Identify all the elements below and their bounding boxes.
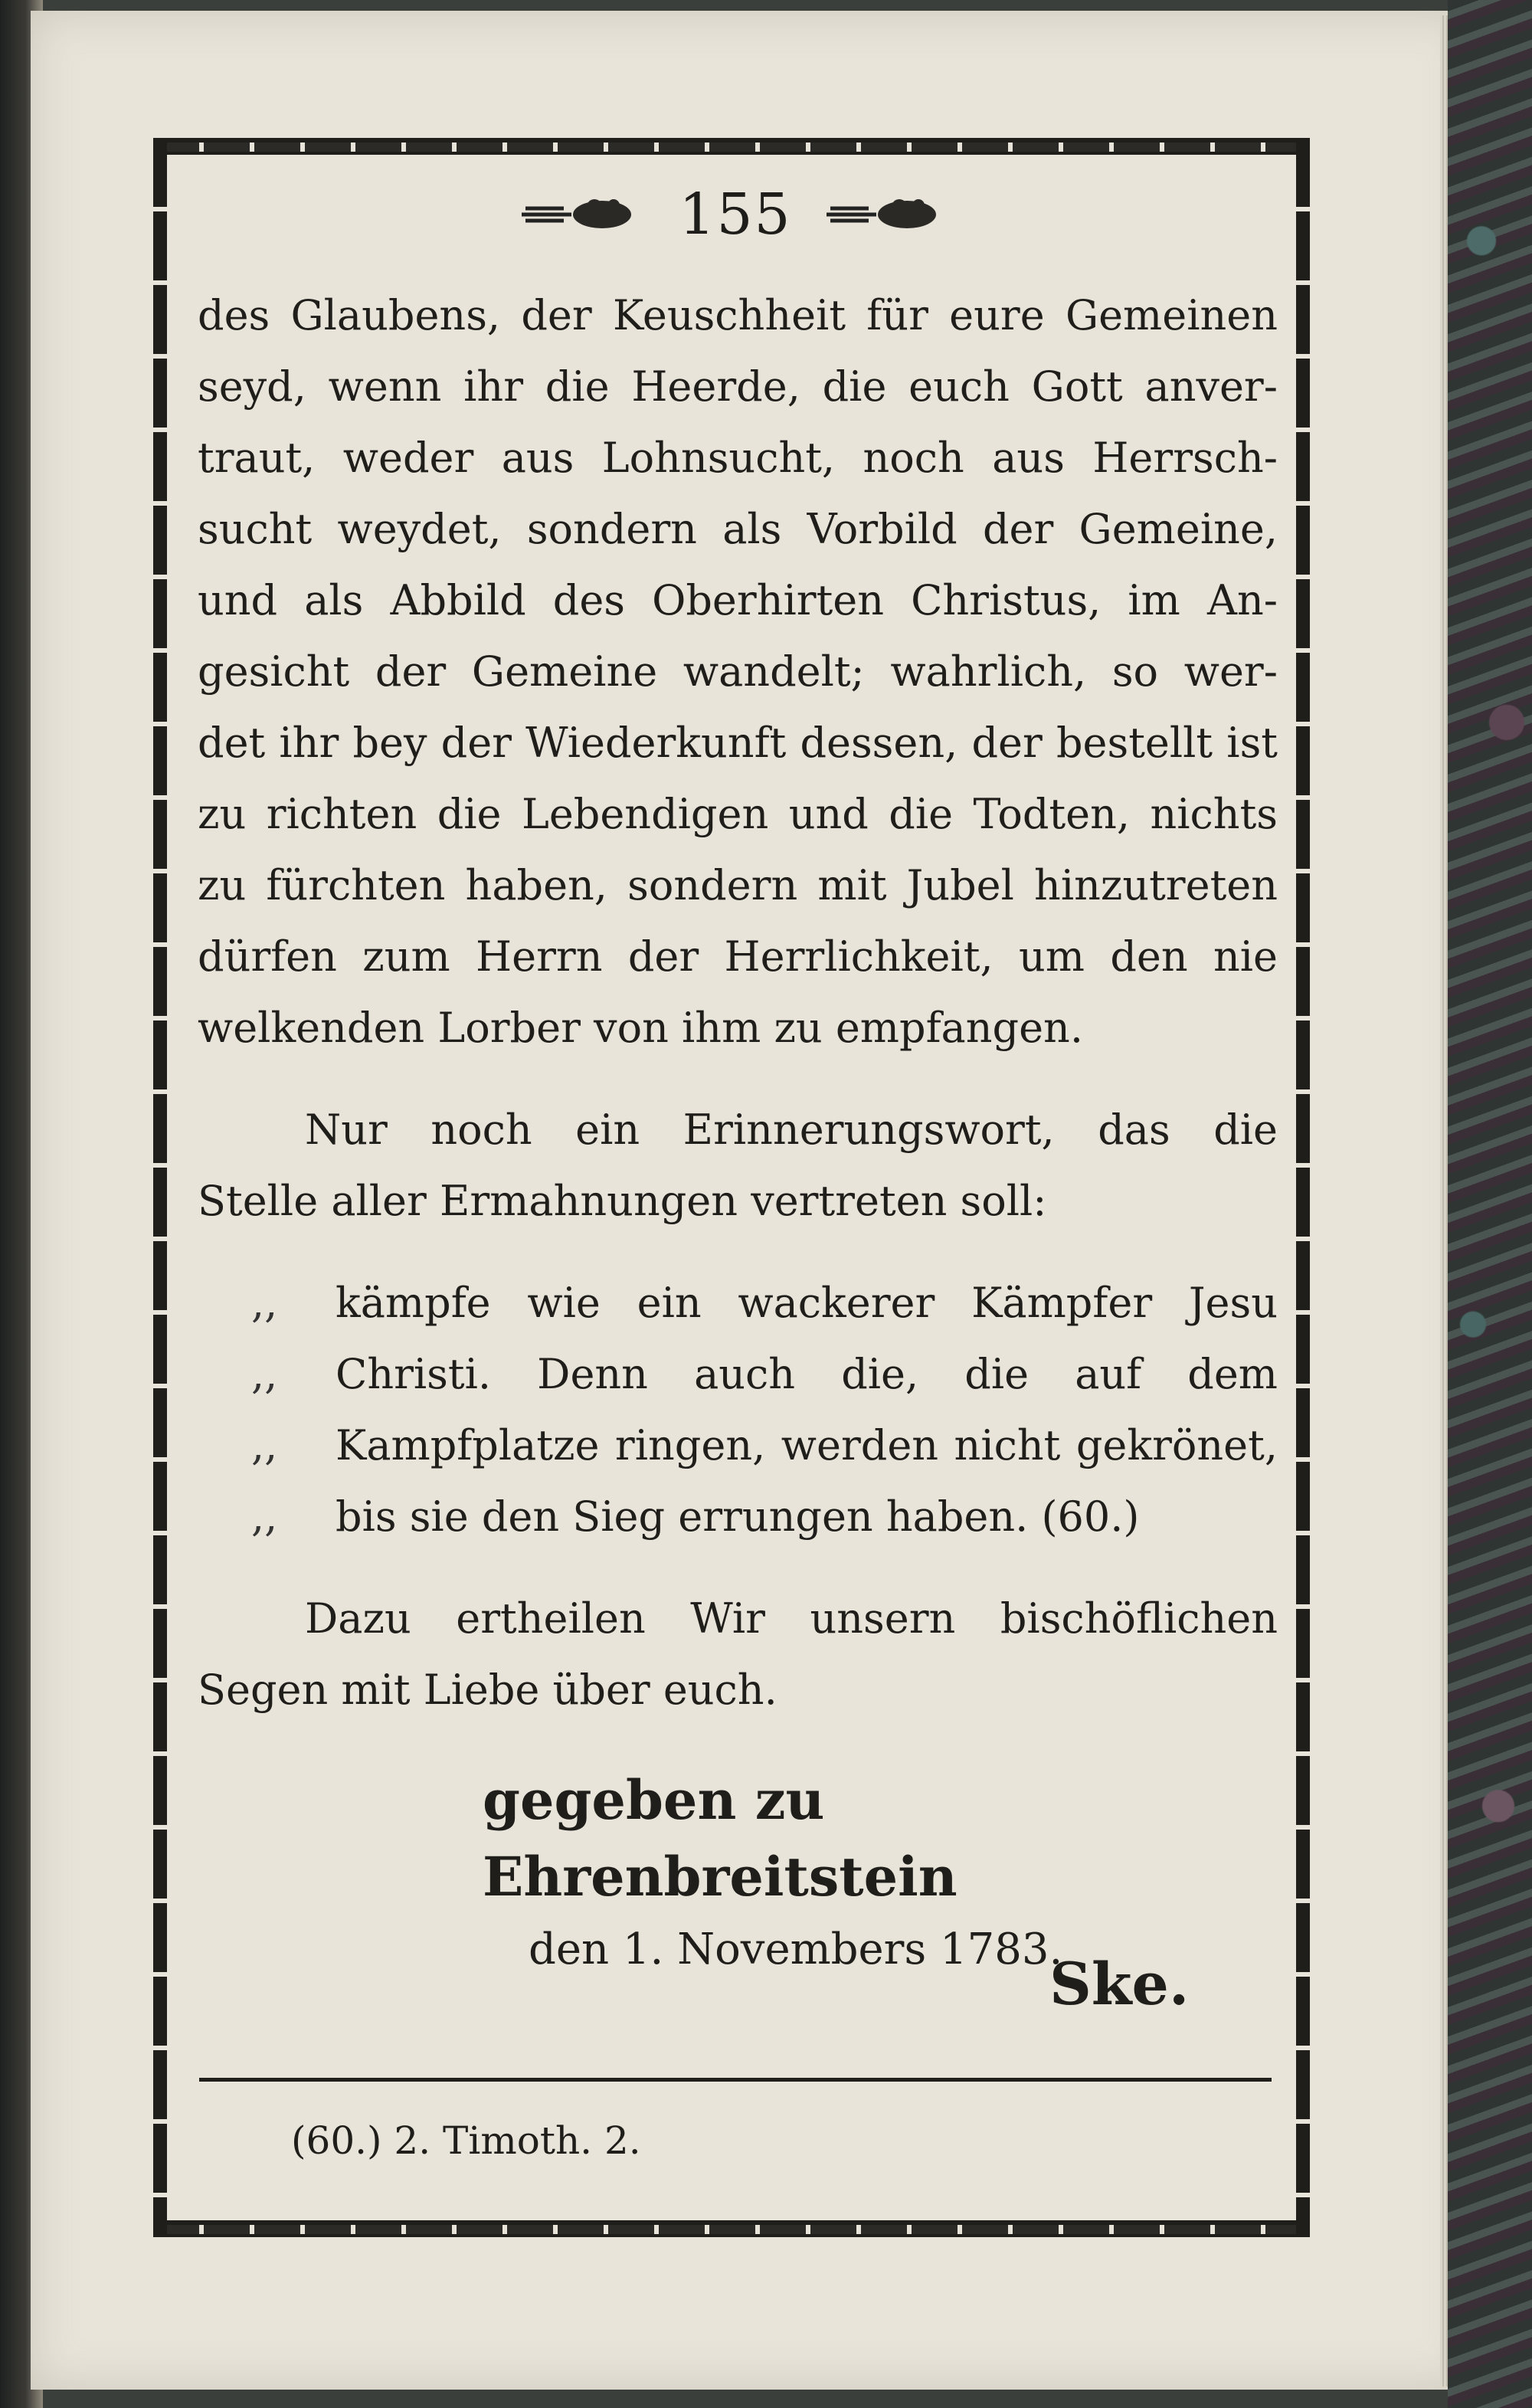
quote-line: ,, Kampfplatze ringen, werden nicht gekrönet, (198, 1410, 1278, 1481)
text-line: Nur noch ein Erinnerungswort, das die (305, 1106, 1278, 1154)
text-line: Dazu ertheilen Wir unsern bischöflichen (305, 1594, 1278, 1643)
body-text (198, 280, 1278, 1725)
text-line: Segen mit Liebe über euch. (198, 1666, 777, 1714)
text-line: zu fürchten haben, sondern mit Jubel hinzutreten (198, 861, 1278, 909)
quotation (198, 1267, 1278, 1552)
marbled-cover (1448, 0, 1532, 2408)
paragraph-1 (198, 280, 1278, 1063)
date-line: den 1. Novembers 1783. (529, 1925, 1063, 1974)
text-line: des Glaubens, der Keuschheit für eure Gemeinen (198, 291, 1278, 339)
border-right (1296, 138, 1310, 2237)
text-line: und als Abbild des Oberhirten Christus, im An- (198, 576, 1278, 624)
quote-mark: ,, (251, 1492, 278, 1541)
text-line: sucht weydet, sondern als Vorbild der Gemeine, (198, 505, 1278, 553)
text-line: zu richten die Lebendigen und die Todten, nichts (198, 790, 1278, 838)
footnote-rule (199, 2078, 1272, 2082)
border-left (153, 138, 167, 2237)
text-line: dürfen zum Herrn der Herrlichkeit, um den nie (198, 932, 1278, 981)
paragraph-2 (198, 1094, 1278, 1237)
quote-mark: ,, (251, 1279, 278, 1327)
quote-mark: ,, (251, 1350, 278, 1398)
page-header (460, 176, 1011, 253)
place-line: gegeben zu Ehrenbreitstein (483, 1768, 958, 1908)
text-line: det ihr bey der Wiederkunft dessen, der bestellt ist (198, 719, 1278, 767)
text-line: traut, weder aus Lohnsucht, noch aus Herrsch- (198, 434, 1278, 482)
ornament-right-icon (823, 192, 953, 238)
text-line: seyd, wenn ihr die Heerde, die euch Gott anver- (198, 362, 1278, 411)
ornament-left-icon (518, 192, 648, 238)
border-top (153, 138, 1310, 155)
quote-line: ,, Christi. Denn auch die, die auf dem (198, 1338, 1278, 1410)
footnote: (60.) 2. Timoth. 2. (291, 2118, 641, 2163)
page-number: 155 (679, 182, 792, 247)
quote-line: ,, bis sie den Sieg errungen haben. (60.) (198, 1481, 1278, 1552)
text-line: Stelle aller Ermahnungen vertreten soll: (198, 1177, 1047, 1225)
quote-line: ,, kämpfe wie ein wackerer Kämpfer Jesu (198, 1267, 1278, 1338)
text-line: welkenden Lorber von ihm zu empfangen. (198, 1004, 1083, 1052)
text-line: gesicht der Gemeine wandelt; wahrlich, so wer- (198, 647, 1278, 696)
paragraph-3 (198, 1583, 1278, 1725)
signer-name: Ske. (1049, 1950, 1190, 2018)
quote-mark: ,, (251, 1421, 278, 1469)
border-bottom (153, 2220, 1310, 2237)
